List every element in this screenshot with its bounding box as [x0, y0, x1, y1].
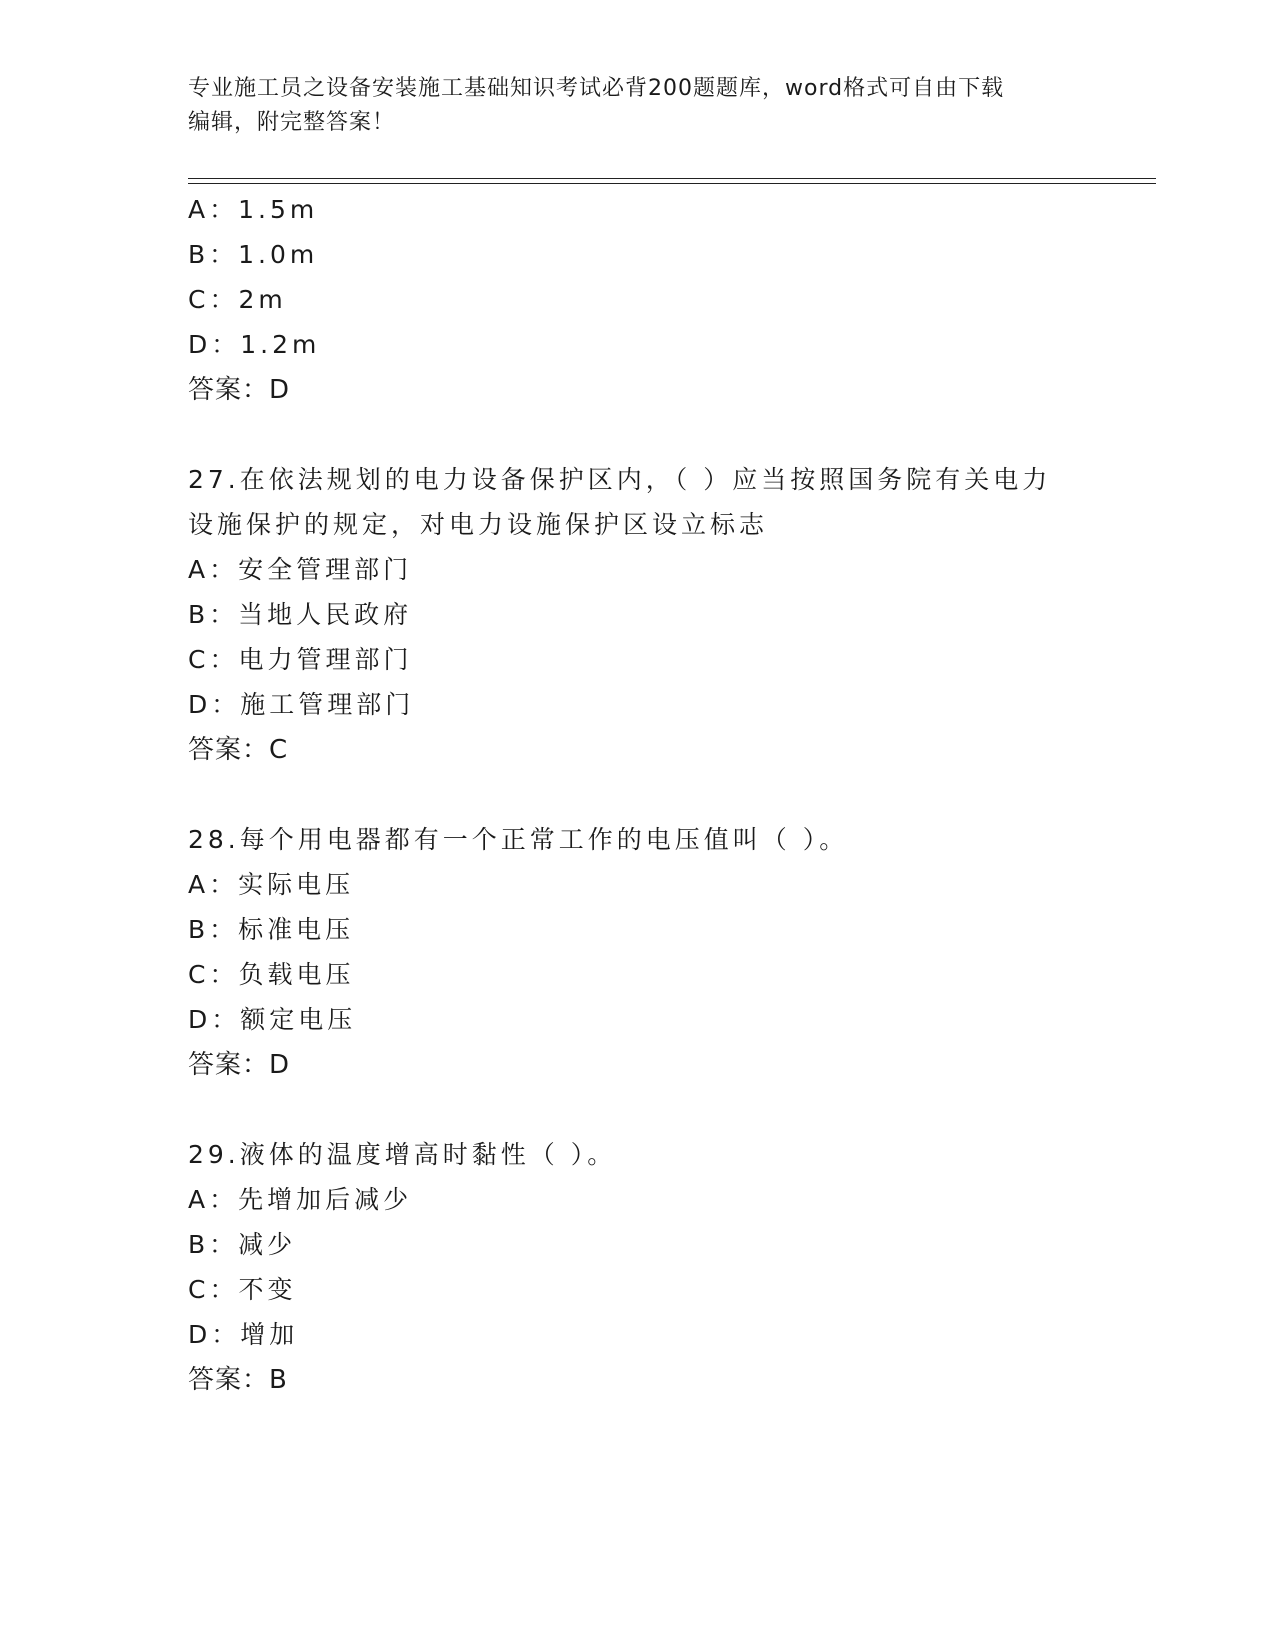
q28-option-d: D：额定电压 [188, 1005, 357, 1034]
header-divider-bottom [188, 183, 1156, 184]
q26-answer: 答案：D [188, 375, 291, 405]
header-title-line-1: 专业施工员之设备安装施工基础知识考试必背200题题库，word格式可自由下载 [188, 76, 1005, 101]
q27-option-c: C：电力管理部门 [188, 645, 413, 674]
q27-option-d: D：施工管理部门 [188, 690, 415, 719]
q28-answer: 答案：D [188, 1050, 291, 1080]
q29-option-c: C：不变 [188, 1275, 297, 1304]
q27-option-a: A：安全管理部门 [188, 555, 413, 584]
q28-option-a: A：实际电压 [188, 870, 355, 899]
q27-answer: 答案：C [188, 735, 289, 765]
q26-option-d: D：1.2m [188, 330, 321, 359]
document-header [188, 72, 1088, 140]
q28-stem: 28.每个用电器都有一个正常工作的电压值叫（ ）。 [188, 825, 849, 854]
q27-stem-line-2: 设施保护的规定，对电力设施保护区设立标志 [188, 510, 769, 539]
q28-option-b: B：标准电压 [188, 915, 355, 944]
q29-stem: 29.液体的温度增高时黏性（ ）。 [188, 1140, 617, 1169]
q27-stem-line-1: 27.在依法规划的电力设备保护区内，（ ）应当按照国务院有关电力 [188, 465, 1052, 494]
header-title-line-2: 编辑，附完整答案！ [188, 110, 396, 135]
q29-option-b: B：减少 [188, 1230, 297, 1259]
q26-option-c: C：2m [188, 285, 287, 314]
header-divider-top [188, 178, 1156, 179]
q29-option-a: A：先增加后减少 [188, 1185, 413, 1214]
q29-answer: 答案：B [188, 1365, 288, 1395]
q26-option-a: A：1.5m [188, 195, 319, 224]
q29-option-d: D：增加 [188, 1320, 299, 1349]
q27-option-b: B：当地人民政府 [188, 600, 413, 629]
q26-option-b: B：1.0m [188, 240, 319, 269]
q28-option-c: C：负载电压 [188, 960, 355, 989]
